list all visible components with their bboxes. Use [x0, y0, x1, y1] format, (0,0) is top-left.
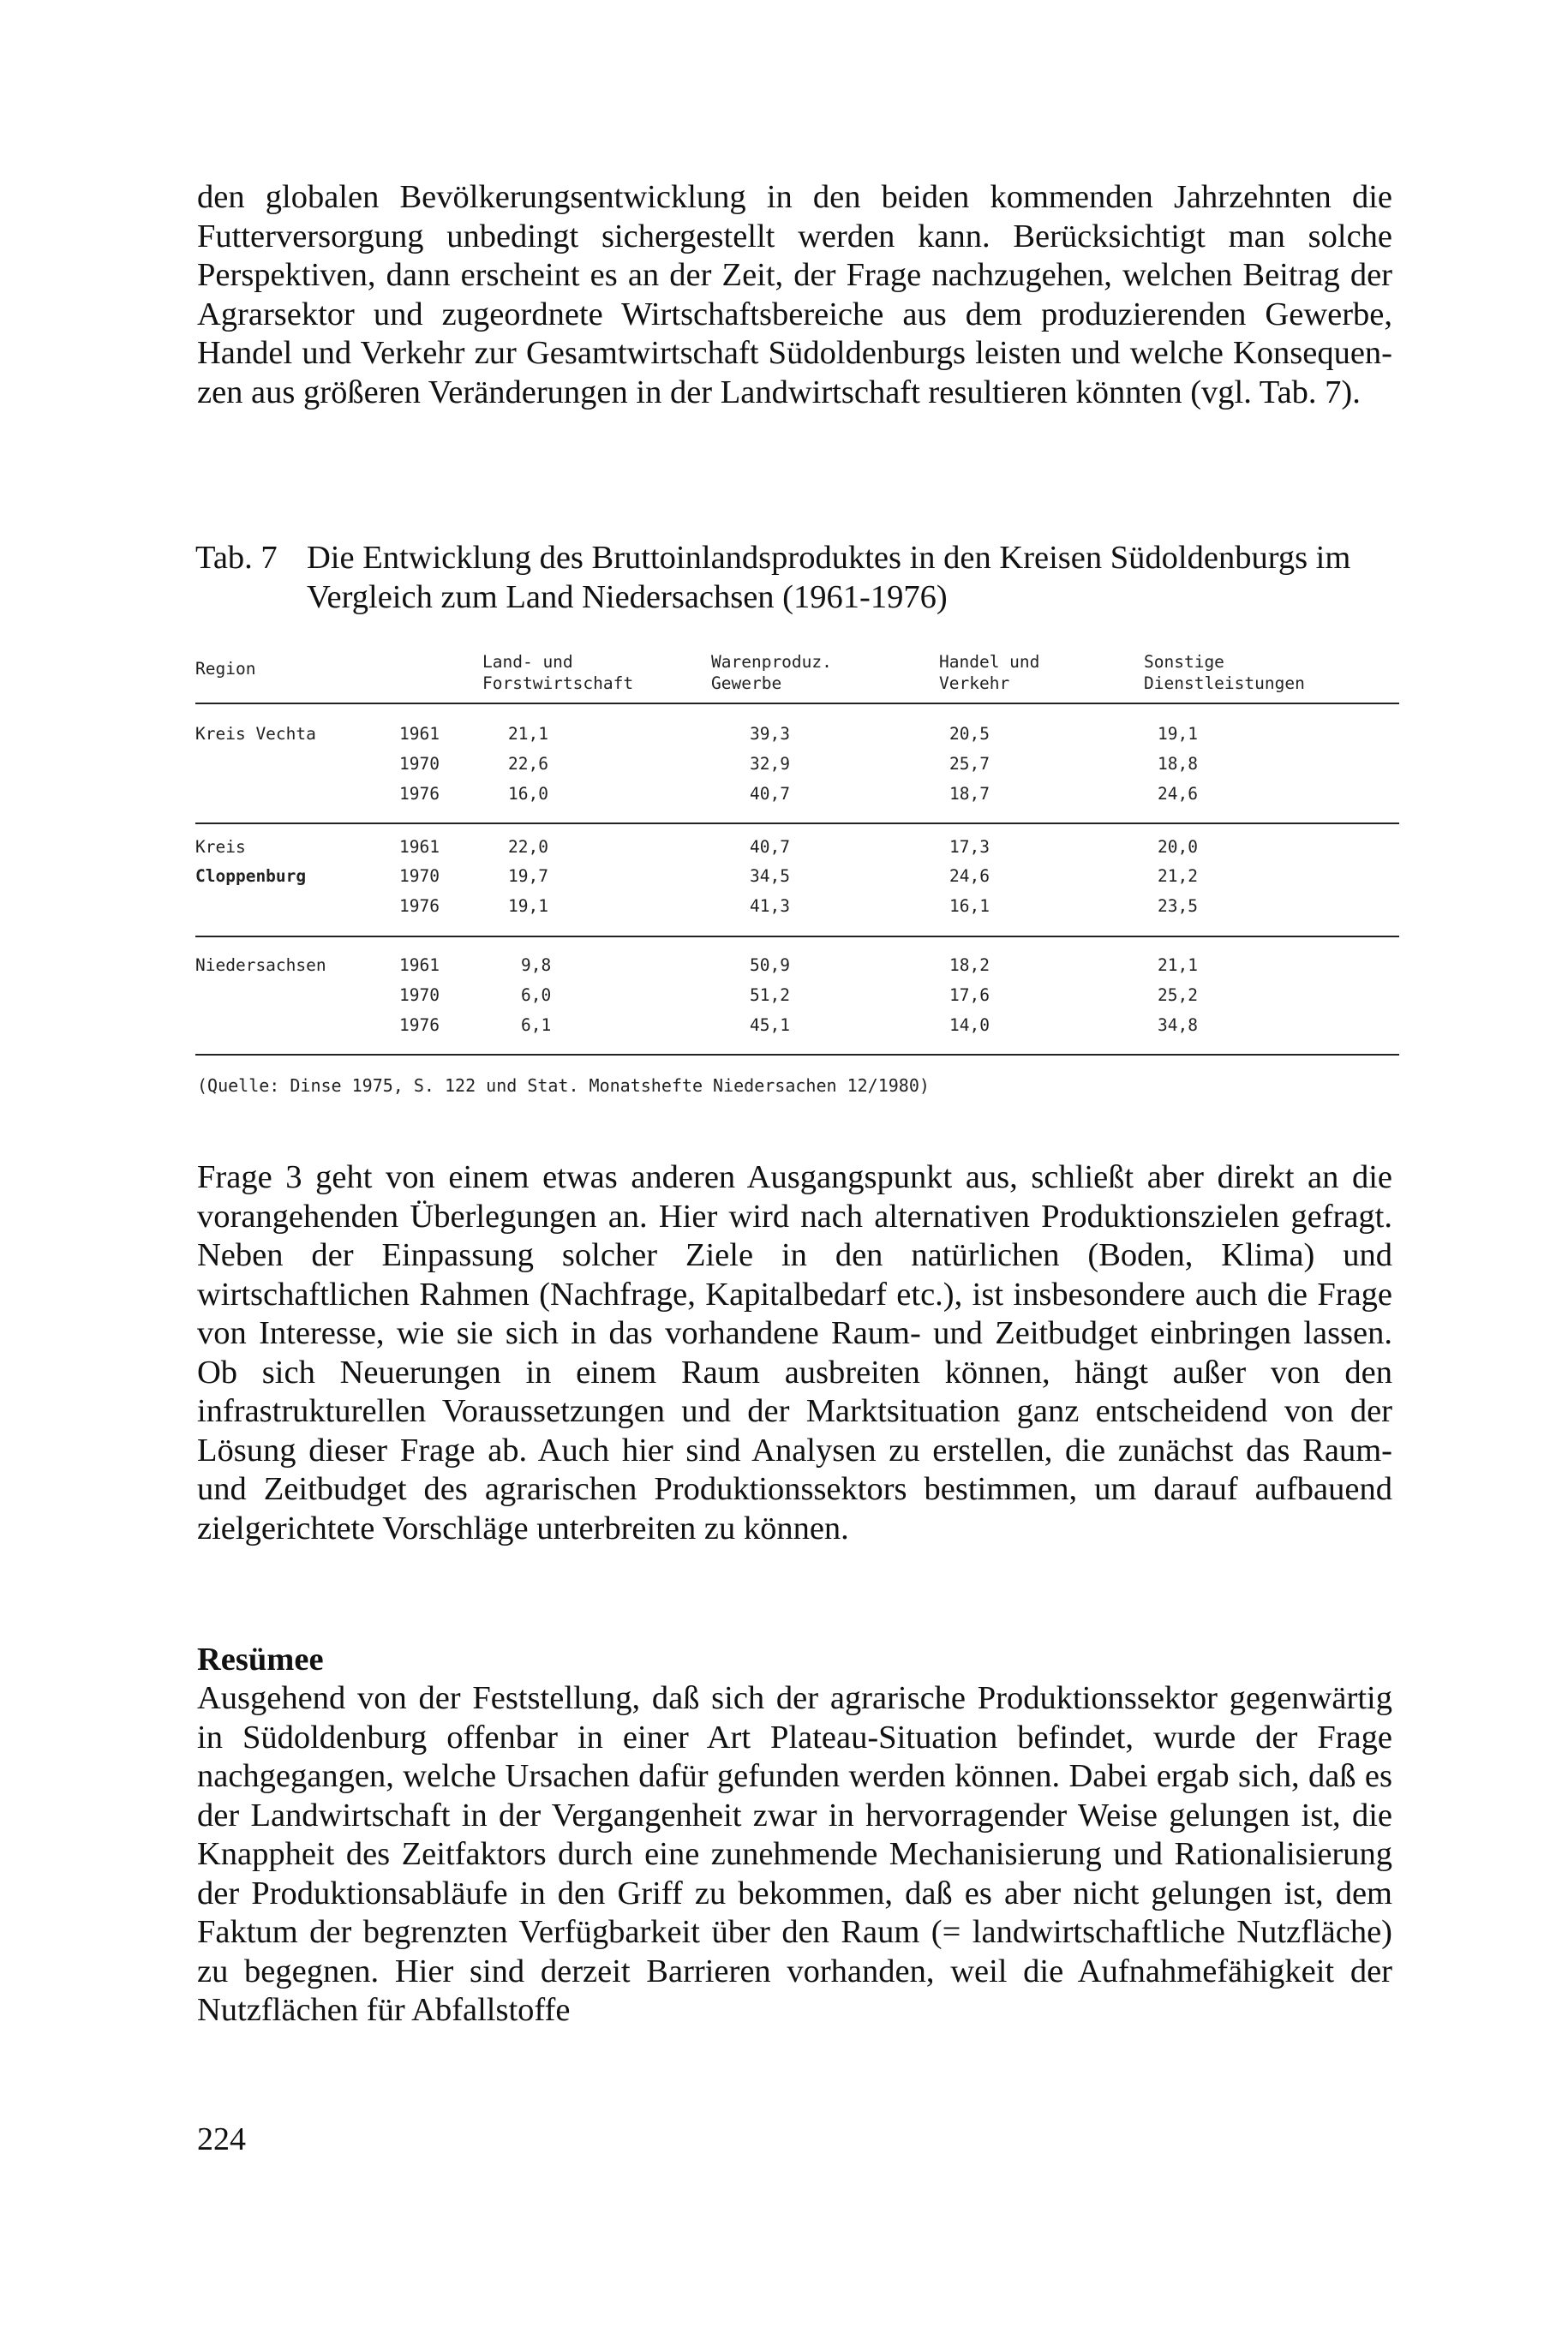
- table-value-cell: 14,0: [949, 1015, 990, 1035]
- table-rule: [195, 703, 1399, 704]
- table-rule: [195, 823, 1399, 824]
- table-source-note: (Quelle: Dinse 1975, S. 122 und Stat. Monatshefte Niedersachen 12/1980): [197, 1075, 930, 1096]
- table-region-label: Kreis: [195, 837, 246, 857]
- table-value-cell: 32,9: [750, 754, 790, 774]
- table-value-cell: 41,3: [750, 896, 790, 916]
- table-region-label: Kreis Vechta: [195, 724, 316, 744]
- table-value-cell: 22,6: [508, 754, 548, 774]
- table-value-cell: 51,2: [750, 985, 790, 1005]
- table-year-cell: 1970: [399, 866, 440, 886]
- table-value-cell: 20,0: [1158, 837, 1198, 857]
- table-value-cell: 40,7: [750, 784, 790, 804]
- table-value-cell: 6,1: [521, 1015, 552, 1035]
- table-rule: [195, 936, 1399, 937]
- table-value-cell: 25,2: [1158, 985, 1198, 1005]
- table-header-services-line2: Dienstleistungen: [1144, 673, 1305, 693]
- table-value-cell: 9,8: [521, 955, 552, 975]
- table-year-cell: 1976: [399, 784, 440, 804]
- table-header-agriculture-line1: Land- und: [482, 652, 573, 672]
- table-header-services-line1: Sonstige: [1144, 652, 1224, 672]
- table-value-cell: 39,3: [750, 724, 790, 744]
- table-year-cell: 1970: [399, 754, 440, 774]
- table-value-cell: 19,7: [508, 866, 548, 886]
- table-value-cell: 45,1: [750, 1015, 790, 1035]
- table-year-cell: 1976: [399, 1015, 440, 1035]
- table-region-label: Niedersachsen: [195, 955, 326, 975]
- table-value-cell: 22,0: [508, 837, 548, 857]
- table-year-cell: 1970: [399, 985, 440, 1005]
- table-value-cell: 19,1: [1158, 724, 1198, 744]
- table-region-label: Cloppenburg: [195, 866, 307, 886]
- table-header-manufacturing-line1: Warenproduz.: [711, 652, 832, 672]
- table-year-cell: 1961: [399, 724, 440, 744]
- table-value-cell: 17,3: [949, 837, 990, 857]
- table-value-cell: 16,1: [949, 896, 990, 916]
- frage3-paragraph: Frage 3 geht von einem etwas anderen Ausgangspunkt aus, schließt aber direkt an die vorangehenden Überlegungen an. Hier wird nach alternativen Produktionszielen gefragt. Neben der Einpassung solcher Ziele in den natürlichen (Boden, Klima) und wirtschaftlichen Rahmen (Nachfrage, Kapitalbedarf etc.), ist insbesondere auch die Frage von Interesse, wie sie sich in das vorhandene Raum- und Zeitbudget einbringen lassen. Ob sich Neuerungen in einem Raum ausbreiten können, hängt außer von den infrastrukturellen Voraussetzungen und der Marktsituation ganz entscheidend von der Lösung dieser Frage ab. Auch hier sind Analysen zu erstellen, die zunächst das Raum- und Zeitbudget des agrarischen Produktionssektors bestimmen, um darauf aufbauend zielgerichtete Vorschläge unterbreiten zu können.: [197, 1159, 1392, 1546]
- table-value-cell: 21,1: [508, 724, 548, 744]
- table-value-cell: 34,8: [1158, 1015, 1198, 1035]
- table-caption-label: Tab. 7: [195, 540, 278, 576]
- table-value-cell: 18,7: [949, 784, 990, 804]
- table-value-cell: 40,7: [750, 837, 790, 857]
- table-value-cell: 19,1: [508, 896, 548, 916]
- table-value-cell: 24,6: [949, 866, 990, 886]
- table-value-cell: 23,5: [1158, 896, 1198, 916]
- table-header-manufacturing-line2: Gewerbe: [711, 673, 782, 693]
- table-value-cell: 24,6: [1158, 784, 1198, 804]
- table-value-cell: 21,2: [1158, 866, 1198, 886]
- table-value-cell: 6,0: [521, 985, 552, 1005]
- table-year-cell: 1961: [399, 955, 440, 975]
- table-header-trade-line2: Verkehr: [939, 673, 1010, 693]
- table-year-cell: 1976: [399, 896, 440, 916]
- table-header-trade-line1: Handel und: [939, 652, 1040, 672]
- table-rule: [195, 1054, 1399, 1056]
- data-table: [195, 651, 1399, 1080]
- table-value-cell: 17,6: [949, 985, 990, 1005]
- table-value-cell: 18,2: [949, 955, 990, 975]
- table-value-cell: 18,8: [1158, 754, 1198, 774]
- table-value-cell: 34,5: [750, 866, 790, 886]
- table-value-cell: 20,5: [949, 724, 990, 744]
- table-caption-text: Die Entwicklung des Bruttoinlandsproduktes in den Kreisen Südoldenburgs im Vergleich zum Land Niedersachsen (1961-1976): [307, 540, 1351, 615]
- resumee-paragraph: Ausgehend von der Feststellung, daß sich der agrarische Produktionssektor gegenwärtig in Südoldenburg offenbar in einer Art Plateau-Situation befindet, wurde der Frage nachgegangen, welche Ursachen dafür gefunden werden können. Dabei ergab sich, daß es der Landwirtschaft in der Vergangenheit zwar in hervorragender Weise gelungen ist, die Knappheit des Zeitfaktors durch eine zunehmende Mechanisierung und Rationalisierung der Produktionsabläufe in den Griff zu bekommen, daß es aber nicht gelungen ist, dem Faktum der begrenzten Verfügbarkeit über den Raum (= landwirtschaftliche Nutzfläche) zu begegnen. Hier sind derzeit Barrieren vorhanden, weil die Aufnahmefähigkeit der Nutzflächen für Abfallstoffe: [197, 1680, 1392, 2028]
- table-value-cell: 25,7: [949, 754, 990, 774]
- page-number: 224: [197, 2121, 246, 2157]
- table-year-cell: 1961: [399, 837, 440, 857]
- table-value-cell: 21,1: [1158, 955, 1198, 975]
- intro-paragraph: den globalen Bevölkerungsentwicklung in den beiden kommenden Jahrzehnten die Futterversorgung unbedingt sichergestellt werden kann. Berücksichtigt man solche Perspektiven, dann erscheint es an der Zeit, der Frage nachzugehen, welchen Beitrag der Agrarsektor und zugeordnete Wirtschaftsbereiche aus dem produzierenden Gewerbe, Handel und Verkehr zur Gesamtwirtschaft Südoldenburgs leisten und welche Konsequenzen aus größeren Veränderungen in der Landwirtschaft resultieren könnten (vgl. Tab. 7).: [197, 179, 1392, 410]
- table-value-cell: 50,9: [750, 955, 790, 975]
- section-heading-resumee: Resümee: [197, 1642, 324, 1678]
- table-value-cell: 16,0: [508, 784, 548, 804]
- table-header-agriculture-line2: Forstwirtschaft: [482, 673, 634, 693]
- table-header-region: Region: [195, 659, 256, 679]
